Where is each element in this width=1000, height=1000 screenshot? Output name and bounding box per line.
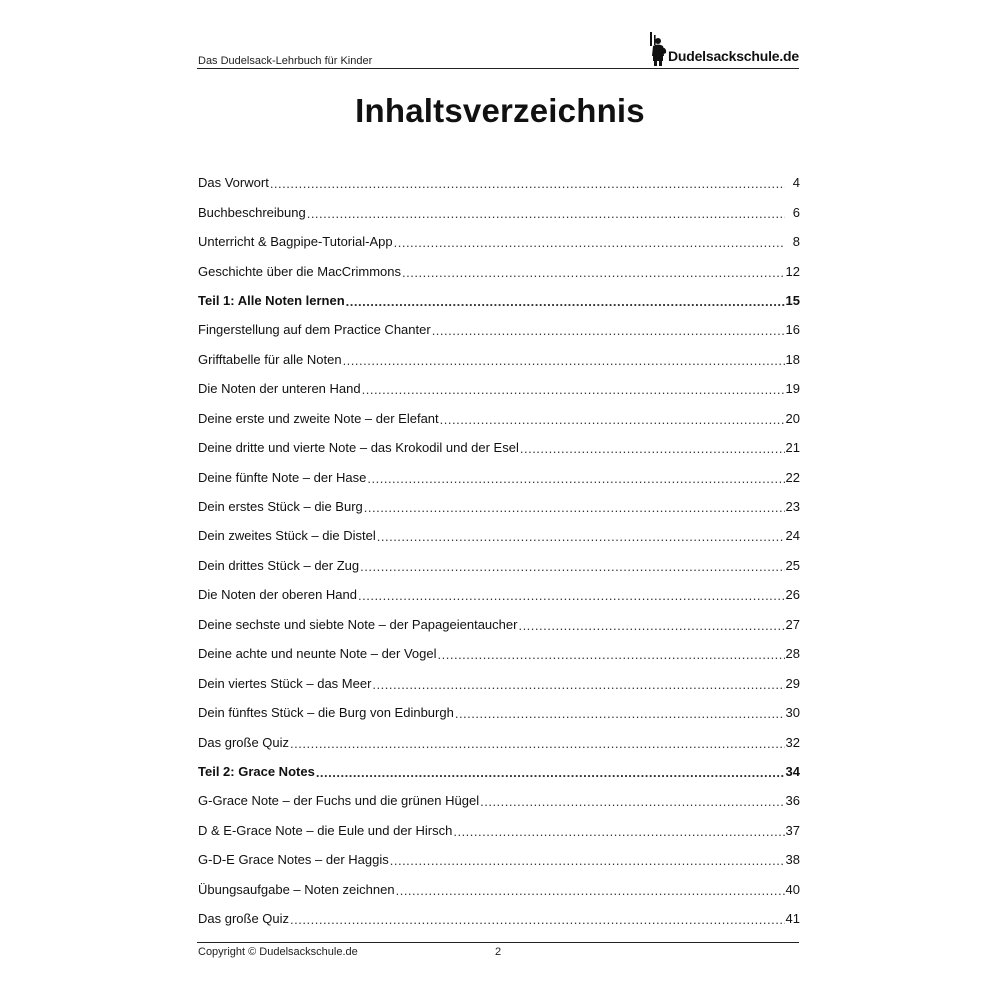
toc-entry-page: 37: [785, 822, 800, 838]
toc-entry-page: 40: [785, 881, 800, 897]
toc-leader-dots: [438, 648, 785, 661]
toc-leader-dots: [440, 413, 785, 426]
toc-leader-dots: [346, 295, 785, 308]
table-of-contents: [198, 168, 800, 933]
toc-entry[interactable]: [198, 580, 800, 609]
toc-entry[interactable]: [198, 904, 800, 933]
toc-entry-label: Dein erstes Stück – die Burg: [198, 499, 363, 515]
toc-entry-label: Deine achte und neunte Note – der Vogel: [198, 646, 437, 662]
toc-leader-dots: [367, 472, 784, 485]
toc-entry[interactable]: [198, 668, 800, 697]
toc-entry-label: Geschichte über die MacCrimmons: [198, 263, 402, 279]
toc-entry-page: 38: [785, 852, 800, 868]
toc-entry-page: 18: [785, 351, 800, 367]
toc-entry-label: Fingerstellung auf dem Practice Chanter: [198, 322, 431, 338]
toc-entry-page: 6: [792, 204, 800, 220]
toc-entry[interactable]: [198, 727, 800, 756]
toc-entry-page: 41: [785, 911, 800, 927]
toc-entry-page: 4: [792, 175, 800, 191]
toc-entry[interactable]: [198, 551, 800, 580]
logo: [647, 30, 799, 66]
toc-entry-page: 20: [785, 410, 800, 426]
toc-entry-label: Dein viertes Stück – das Meer: [198, 675, 372, 691]
toc-leader-dots: [396, 884, 785, 897]
logo-text: Dudelsackschule.de: [667, 48, 799, 64]
toc-entry-page: 19: [785, 381, 800, 397]
toc-entry-label: Das große Quiz: [198, 911, 290, 927]
toc-leader-dots: [343, 354, 785, 367]
toc-entry[interactable]: [198, 168, 800, 197]
toc-entry[interactable]: [198, 345, 800, 374]
toc-leader-dots: [307, 207, 785, 220]
toc-leader-dots: [316, 766, 785, 779]
toc-entry[interactable]: [198, 374, 800, 403]
toc-entry-page: 25: [785, 557, 800, 573]
toc-leader-dots: [402, 266, 785, 279]
toc-entry-label: Die Noten der oberen Hand: [198, 587, 357, 603]
toc-entry[interactable]: [198, 845, 800, 874]
toc-entry-page: 8: [792, 234, 800, 250]
toc-entry-page: 32: [785, 734, 800, 750]
toc-entry[interactable]: [198, 786, 800, 815]
toc-entry-page: 24: [785, 528, 800, 544]
toc-leader-dots: [480, 795, 784, 808]
toc-entry[interactable]: [198, 875, 800, 904]
toc-leader-dots: [432, 324, 785, 337]
page-number: 2: [495, 946, 502, 958]
toc-entry[interactable]: [198, 404, 800, 433]
toc-entry[interactable]: [198, 227, 800, 256]
toc-entry[interactable]: [198, 433, 800, 462]
toc-leader-dots: [270, 177, 785, 190]
toc-leader-dots: [520, 442, 785, 455]
toc-entry-label: Das Vorwort: [198, 175, 269, 191]
toc-entry[interactable]: [198, 492, 800, 521]
toc-entry[interactable]: [198, 286, 800, 315]
toc-entry-label: Dein fünftes Stück – die Burg von Edinburgh: [198, 705, 454, 721]
toc-entry[interactable]: [198, 757, 800, 786]
toc-leader-dots: [453, 825, 784, 838]
toc-leader-dots: [377, 530, 785, 543]
toc-entry-label: Buchbeschreibung: [198, 204, 306, 220]
toc-entry-page: 30: [785, 705, 800, 721]
toc-entry[interactable]: [198, 462, 800, 491]
toc-entry-page: 21: [785, 440, 800, 456]
toc-leader-dots: [394, 236, 785, 249]
toc-entry[interactable]: [198, 816, 800, 845]
toc-entry[interactable]: [198, 610, 800, 639]
toc-leader-dots: [358, 589, 785, 602]
toc-leader-dots: [372, 678, 784, 691]
toc-entry-label: Übungsaufgabe – Noten zeichnen: [198, 881, 395, 897]
toc-entry[interactable]: [198, 521, 800, 550]
page-title: Inhaltsverzeichnis: [355, 92, 645, 129]
toc-entry-page: 34: [785, 763, 800, 779]
toc-leader-dots: [360, 560, 784, 573]
toc-entry-label: Deine erste und zweite Note – der Elefant: [198, 410, 439, 426]
toc-entry-page: 27: [785, 616, 800, 632]
toc-leader-dots: [362, 383, 785, 396]
toc-entry-label: Dein drittes Stück – der Zug: [198, 557, 360, 573]
toc-entry-label: Die Noten der unteren Hand: [198, 381, 361, 397]
page-header: [197, 28, 799, 69]
bagpiper-icon: [647, 32, 667, 66]
toc-entry-page: 36: [785, 793, 800, 809]
toc-entry-label: Deine sechste und siebte Note – der Papageientaucher: [198, 616, 518, 632]
toc-entry-label: Dein zweites Stück – die Distel: [198, 528, 376, 544]
toc-entry-label: Unterricht & Bagpipe-Tutorial-App: [198, 234, 393, 250]
toc-entry[interactable]: [198, 698, 800, 727]
toc-leader-dots: [364, 501, 785, 514]
toc-entry-label: Grifftabelle für alle Noten: [198, 351, 342, 367]
toc-entry-page: 22: [785, 469, 800, 485]
toc-entry-page: 15: [785, 292, 800, 308]
toc-leader-dots: [518, 619, 784, 632]
page-footer: [197, 942, 799, 958]
toc-leader-dots: [455, 707, 785, 720]
toc-entry-page: 16: [785, 322, 800, 338]
toc-entry-label: Deine fünfte Note – der Hase: [198, 469, 367, 485]
toc-leader-dots: [390, 854, 785, 867]
toc-entry-label: Deine dritte und vierte Note – das Krokodil und der Esel: [198, 440, 519, 456]
copyright-text: Copyright © Dudelsackschule.de: [198, 946, 358, 958]
toc-entry-label: G-Grace Note – der Fuchs und die grünen Hügel: [198, 793, 480, 809]
toc-entry-label: D & E-Grace Note – die Eule und der Hirsch: [198, 822, 453, 838]
toc-entry-label: Teil 1: Alle Noten lernen: [198, 292, 345, 308]
toc-entry-label: Das große Quiz: [198, 734, 290, 750]
toc-entry-label: Teil 2: Grace Notes: [198, 763, 315, 779]
toc-entry-page: 28: [785, 646, 800, 662]
toc-entry-page: 12: [785, 263, 800, 279]
toc-entry-page: 29: [785, 675, 800, 691]
toc-leader-dots: [290, 737, 784, 750]
toc-entry-page: 26: [785, 587, 800, 603]
toc-entry[interactable]: [198, 315, 800, 344]
book-title: Das Dudelsack-Lehrbuch für Kinder: [198, 55, 373, 67]
toc-leader-dots: [290, 913, 784, 926]
toc-entry[interactable]: [198, 256, 800, 285]
toc-entry[interactable]: [198, 197, 800, 226]
toc-entry-page: 23: [785, 499, 800, 515]
toc-entry[interactable]: [198, 639, 800, 668]
toc-entry-label: G-D-E Grace Notes – der Haggis: [198, 852, 389, 868]
